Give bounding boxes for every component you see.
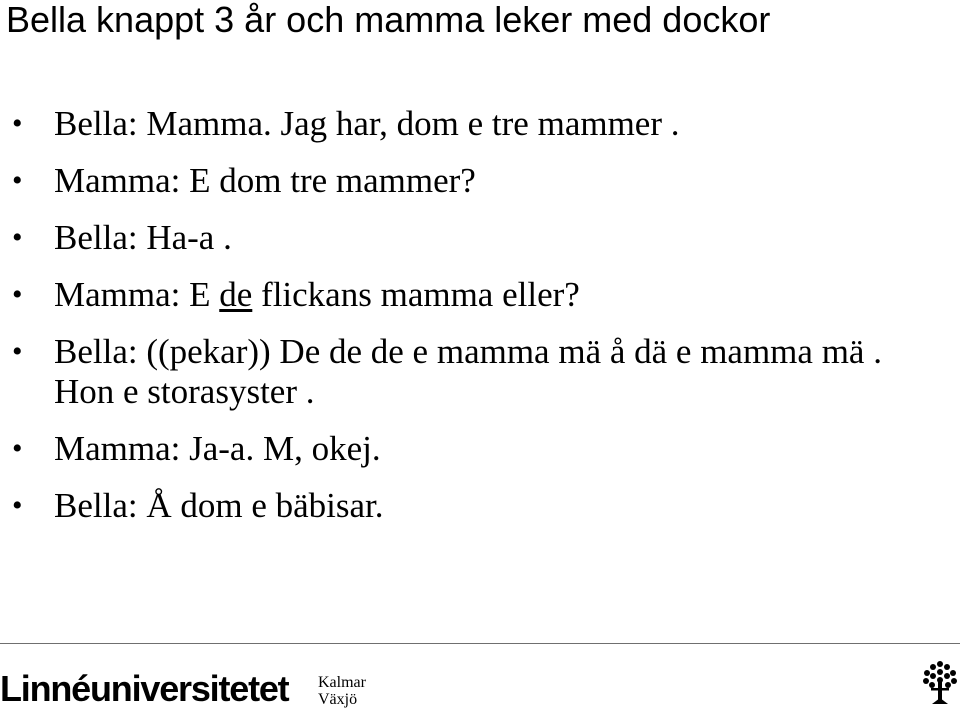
bullet-text: Mamma: Ja-a. M, okej.	[54, 429, 381, 468]
list-item	[0, 429, 940, 469]
list-item	[0, 332, 940, 412]
tree-icon	[922, 660, 958, 706]
city-vaxjo: Växjö	[318, 691, 358, 708]
university-logo-wordmark: Linnéuniversitetet	[0, 668, 289, 709]
list-item	[0, 104, 940, 144]
list-item	[0, 486, 940, 526]
bullet-text-before: Mamma: E	[54, 275, 220, 314]
bullet-text: Bella: Ha-a .	[54, 218, 232, 257]
bullet-text: Mamma: E dom tre mammer?	[54, 161, 476, 200]
city-kalmar: Kalmar	[318, 674, 366, 691]
list-item	[0, 161, 940, 201]
bullet-text: Bella: Mamma. Jag har, dom e tre mammer .	[54, 104, 680, 143]
bullet-text-after: flickans mamma eller?	[252, 275, 580, 314]
list-item	[0, 218, 940, 258]
list-item	[0, 275, 940, 315]
university-cities	[318, 674, 366, 708]
slide-title: Bella knappt 3 år och mamma leker med dockor	[6, 0, 771, 40]
bullet-text: Bella: ((pekar)) De de de e mamma mä å dä e mamma mä . Hon e storasyster .	[54, 332, 882, 411]
bullet-text: Bella: Å dom e bäbisar.	[54, 486, 384, 525]
footer-divider	[0, 643, 960, 644]
underlined-word: de	[219, 275, 253, 314]
dialogue-list	[0, 104, 940, 543]
